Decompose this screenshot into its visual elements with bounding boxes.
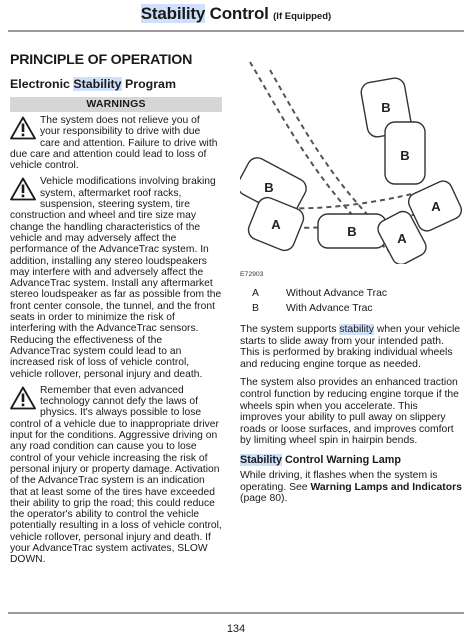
subsection-title <box>10 77 222 91</box>
left-column <box>10 52 222 571</box>
car-label: A <box>397 231 407 246</box>
warnings-header: WARNINGS <box>10 97 222 112</box>
lamp-heading-highlight: Stability <box>240 453 282 466</box>
warning-3 <box>10 385 222 566</box>
figure-code: E72903 <box>240 271 264 278</box>
car-label: B <box>264 180 274 195</box>
warning-2 <box>10 176 222 379</box>
paragraph-traction: The system also provides an enhanced traction control function by reducing engine torque if the wheels spin when you accelerate. This improves your ability to pull away on slippery roads or loose surfaces, and improves comfort by limiting wheel spin in hairpin bends. <box>240 377 459 447</box>
p3-text-2: (page 80). <box>240 493 288 505</box>
car-label: A <box>271 217 281 232</box>
legend-text: Without Advance Trac <box>286 288 388 299</box>
warning-1 <box>10 115 222 171</box>
legend-key: B <box>252 303 259 314</box>
car-b-2 <box>385 122 425 184</box>
warning-2-text: Vehicle modifications involving braking system, aftermarket roof racks, suspension, steering system, tire construction and wheel and tire size may change the handling characteristics of the vehicle and may adversely affect the performance of the AdvanceTrac system. In addition, installing any stereo loudspeakers may interfere with and adversely affect the AdvanceTrac system. Install any aftermarket stereo loudspeaker as far as possible from the front center console, the tunnel, and the front seats in order to minimize the risk of interfering with the AdvanceTrac sensors. Reducing the effectiveness of the AdvanceTrac system could lead to an increased risk of loss of vehicle control, vehicle rollover, personal injury and death. <box>10 176 222 380</box>
p3-text-1: While driving, it flashes when the system is operating. See <box>240 469 438 493</box>
p1-text-2: when your vehicle starts to slide away from your intended path. This is performed by braking individual wheels and reducing engine torque as needed. <box>240 324 461 370</box>
right-column <box>240 52 462 512</box>
warning-3-text: Remember that even advanced technology cannot defy the laws of physics. It's always possible to lose control of a vehicle due to inappropriate driver input for the conditions. Aggressive driving on any road condition can cause you to lose control of your vehicle increasing the risk of personal injury or property damage. Activation of the AdvanceTrac system is an indication that at least some of the tires have exceeded their ability to grip the road; this could reduce the operator's ability to control the vehicle potentially resulting in a loss of vehicle control, vehicle rollover, personal injury and death. If your AdvanceTrac system activates, SLOW DOWN. <box>10 384 222 566</box>
p1-highlight: stability <box>339 324 374 335</box>
subsection-highlight: Stability <box>73 77 122 91</box>
paragraph-support <box>240 324 462 370</box>
section-title: PRINCIPLE OF OPERATION <box>10 52 193 68</box>
subsection-text-1: Electronic <box>10 77 74 91</box>
car-label: B <box>381 100 391 115</box>
stability-diagram <box>240 52 462 264</box>
header-title: Control <box>205 4 269 23</box>
legend-row-a <box>240 286 462 301</box>
warning-triangle-icon <box>10 116 36 140</box>
p1-text-1: The system supports <box>240 324 340 335</box>
legend-key: A <box>252 288 259 299</box>
warning-triangle-icon <box>10 177 36 201</box>
page-number: 134 <box>226 623 246 635</box>
subsection-text-2: Program <box>121 77 176 91</box>
page-header <box>0 4 472 24</box>
car-b-4 <box>318 214 386 248</box>
warning-lamps-link[interactable]: Warning Lamps and Indicators <box>310 481 462 493</box>
car-label: A <box>431 199 441 214</box>
legend-text: With Advance Trac <box>286 303 373 314</box>
header-divider <box>8 30 464 32</box>
car-label: B <box>347 224 357 239</box>
header-title-highlight: Stability <box>140 4 206 23</box>
paragraph-lamp <box>240 470 462 505</box>
lamp-heading <box>240 454 462 466</box>
car-label: B <box>400 148 410 163</box>
warning-1-text: The system does not relieve you of your responsibility to drive with due care and attention. Failure to drive with due care and attention could lead to loss of vehicle control. <box>10 115 218 172</box>
warning-triangle-icon <box>10 386 36 410</box>
lamp-heading-text: Control Warning Lamp <box>282 453 401 466</box>
header-if-equipped: (If Equipped) <box>273 11 332 22</box>
legend-row-b <box>240 301 462 316</box>
footer-divider <box>8 612 464 614</box>
